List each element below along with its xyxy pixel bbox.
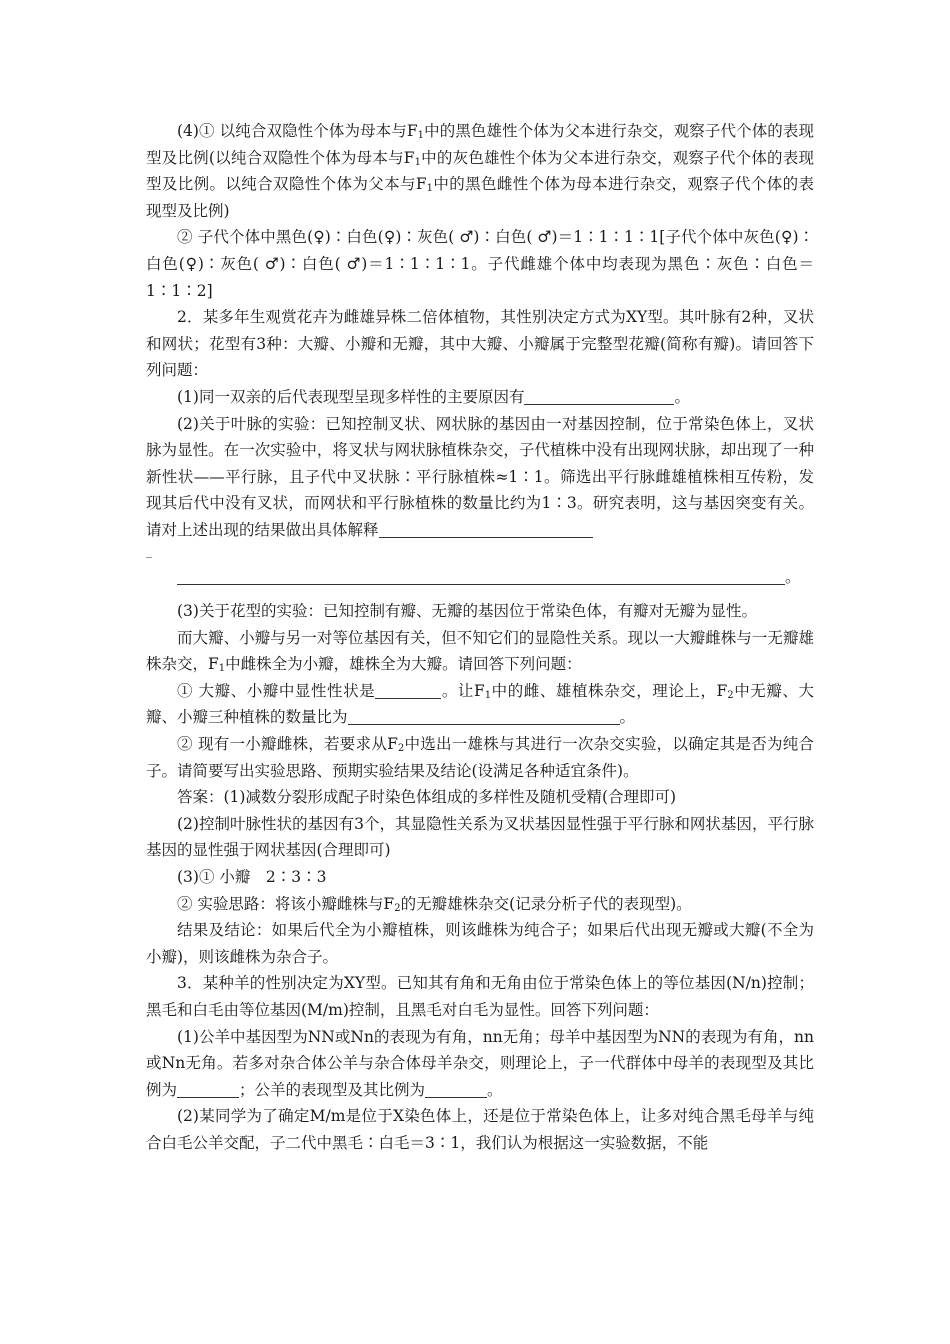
q2-answer-5: 结果及结论：如果后代全为小瓣植株，则该雌株为纯合子；如果后代出现无瓣或大瓣(不全为小瓣)，则该雌株为杂合子。	[146, 921, 814, 966]
text: 而大瓣、小瓣与另一对等位基因有关，但不知它们的显隐性关系。现以一大瓣雌株与一无瓣雄株杂交，F	[146, 628, 814, 674]
text: 中的雌、雄植株杂交，理论上，F	[491, 681, 728, 700]
answer-blank[interactable]	[524, 386, 674, 405]
text: (1)公羊中基因型为NN或Nn的表现为有角，nn无角；母羊中基因型为NN的表现为有角，nn或Nn无角。若多对杂合体公羊与杂合体母羊杂交，则理论上，子一代群体中母羊的表现型及其比例为	[146, 1027, 814, 1099]
text: 。	[487, 1080, 503, 1099]
answer-blank[interactable]	[379, 519, 593, 538]
answer-blank[interactable]	[348, 706, 620, 725]
text: 中的黑色雄性个体为父本进行杂交，观察子代个体的表现型及比例(以纯合双隐性个体为母本与F	[146, 122, 814, 167]
q1-ratio-paragraph: ② 子代个体中黑色(♀)∶白色(♀)∶灰色( ♂)∶白色( ♂)＝1∶1∶1∶1[子代个体中灰色(♀)∶白色(♀)∶灰色( ♂)∶白色( ♂)＝1∶1∶1∶1。子代雌雄个体中均表现为黑色∶灰色∶白色＝1∶1∶2]	[146, 228, 814, 300]
text: ② 实验思路：将该小瓣雌株与F	[177, 894, 395, 913]
q3-intro: 3．某种羊的性别决定为XY型。已知其有角和无角由位于常染色体上的等位基因(N/n)控制；黑毛和白毛由等位基因(M/m)控制，且黑毛对白毛为显性。回答下列问题：	[146, 974, 814, 1019]
text: (4)① 以纯合双隐性个体为母本与F	[177, 122, 418, 140]
text: (2)关于叶脉的实验：已知控制叉状、网状脉的基因由一对基因控制，位于常染色体上，叉状脉为显性。在一次实验中，将叉状与网状脉植株杂交，子代植株中没有出现网状脉，却出现了一种新性状——平行脉，且子代中叉状脉∶平行脉植株≈1∶1。筛选出平行脉雌雄植株相互传粉，发现其后代中没有叉状，而网状和平行脉植株的数量比约为1∶3。研究表明，这与基因突变有关。请对上述出现的结果做出具体解释	[146, 414, 814, 539]
q3-sub1	[146, 1024, 814, 1104]
subscript: 1	[484, 689, 492, 701]
q2-sub2-dash: _	[146, 543, 152, 558]
text: 的无瓣雄株杂交(记录分析子代的表现型)。	[400, 894, 692, 913]
text: 中雌株全为小瓣，雄株全为大瓣。请回答下列问题：	[225, 655, 582, 674]
q2-sub3-body	[146, 625, 814, 678]
q2-sub1	[146, 384, 814, 411]
text: 中无瓣、大瓣、小瓣三种植株的数量比为	[146, 681, 814, 727]
text: 。	[619, 708, 636, 727]
text: 。	[674, 387, 690, 406]
q2-sub2-blank-line	[146, 564, 814, 591]
text: 中的灰色雄性个体为父本进行杂交，观察子代个体的表现型及比例。以纯合双隐性个体为父本与F	[146, 148, 814, 194]
subscript: 1	[414, 156, 421, 168]
text: (1)同一双亲的后代表现型呈现多样性的主要原因有	[177, 387, 525, 406]
text: ① 大瓣、小瓣中显性性状是	[177, 681, 376, 700]
text: 中的黑色雌性个体为母本进行杂交，观察子代个体的表现型及比例)	[146, 175, 814, 220]
q2-sub3-q2	[146, 731, 814, 784]
text: 。让F	[441, 681, 485, 700]
q1-part4-paragraph	[146, 118, 814, 224]
answer-blank[interactable]	[177, 1079, 239, 1098]
text: ；公羊的表现型及其比例为	[239, 1080, 426, 1099]
q2-answer-4	[146, 891, 814, 918]
answer-blank[interactable]	[177, 566, 785, 585]
answer-blank[interactable]	[425, 1079, 487, 1098]
document-page	[146, 118, 814, 1157]
text: ② 现有一小瓣雌株，若要求从F	[177, 735, 398, 754]
subscript: 2	[394, 902, 401, 914]
subscript: 2	[397, 743, 405, 755]
q2-intro: 2．某多年生观赏花卉为雌雄异株二倍体植物，其性别决定方式为XY型。其叶脉有2种，叉状和网状；花型有3种：大瓣、小瓣和无瓣，其中大瓣、小瓣属于完整型花瓣(简称有瓣)。请回答下列问题：	[146, 308, 814, 380]
q3-sub2: (2)某同学为了确定M/m是位于X染色体上，还是位于常染色体上，让多对纯合黑毛母羊与纯合白毛公羊交配，子二代中黑毛∶白毛＝3∶1，我们认为根据这一实验数据，不能	[146, 1107, 814, 1152]
q2-answer-1: 答案：(1)减数分裂形成配子时染色体组成的多样性及随机受精(合理即可)	[177, 788, 677, 807]
q2-sub3: (3)关于花型的实验：已知控制有瓣、无瓣的基因位于常染色体，有瓣对无瓣为显性。	[177, 602, 757, 621]
q2-answer-2: (2)控制叶脉性状的基因有3个，其显隐性关系为叉状基因显性强于平行脉和网状基因，平行脉基因的显性强于网状基因(合理即可)	[146, 814, 814, 860]
subscript: 1	[426, 183, 433, 195]
subscript: 1	[417, 130, 425, 141]
answer-blank[interactable]	[375, 680, 441, 699]
subscript: 1	[218, 663, 226, 675]
text: 。	[785, 567, 801, 586]
subscript: 2	[727, 689, 734, 701]
q2-sub2	[146, 411, 814, 544]
text: 中选出一雄株与其进行一次杂交实验，以确定其是否为纯合子。请简要写出实验思路、预期实验结果及结论(设满足各种适宜条件)。	[146, 735, 814, 780]
q2-sub3-q1	[146, 678, 814, 731]
q2-answer-3: (3)① 小瓣 2∶3∶3	[177, 868, 327, 887]
